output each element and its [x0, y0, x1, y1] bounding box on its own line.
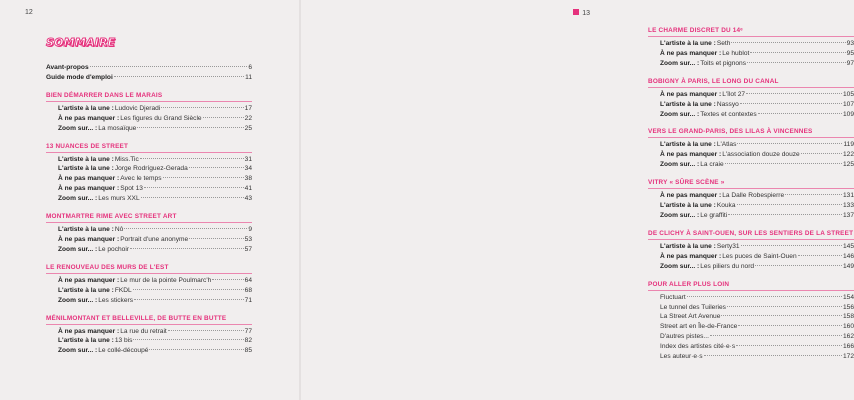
- toc-entry[interactable]: [648, 342, 854, 352]
- toc-entry[interactable]: [46, 124, 252, 134]
- left-sections: [46, 91, 252, 356]
- section-rule: [46, 324, 252, 325]
- entry-label: À ne pas manquer :: [660, 192, 722, 200]
- leader-dots: [725, 163, 842, 164]
- leader-dots: [755, 265, 842, 266]
- entry-page: 131: [842, 192, 854, 200]
- entry-title: Les murs XXL: [98, 195, 140, 203]
- entry-label: À ne pas manquer :: [660, 252, 722, 260]
- leader-dots: [144, 187, 244, 188]
- leader-dots: [203, 117, 244, 118]
- entry-title: Serty31: [716, 242, 740, 250]
- toc-entry[interactable]: [46, 296, 252, 306]
- toc-entry-avant-propos[interactable]: [46, 63, 252, 73]
- entry-title: Les puces de Saint-Ouen: [722, 252, 797, 260]
- entry-title: Textes et contextes: [700, 110, 757, 118]
- entry-label: L'artiste à la une :: [660, 202, 716, 210]
- leader-dots: [687, 296, 842, 297]
- entry-title: Les auteur·e·s: [660, 353, 703, 361]
- entry-label: Zoom sur... :: [660, 161, 700, 169]
- leader-dots: [785, 194, 842, 195]
- entry-label: L'artiste à la une :: [660, 242, 716, 250]
- entry-title: La mosaïque: [98, 124, 137, 132]
- toc-section-vitry-sure-scene: [648, 178, 854, 221]
- entry-title: La Dalle Robespierre: [722, 192, 785, 200]
- leader-dots: [189, 238, 243, 239]
- entry-page: 34: [244, 165, 252, 173]
- right-page: [300, 0, 854, 400]
- entry-page: 31: [244, 155, 252, 163]
- section-title[interactable]: VITRY « SÛRE SCÈNE »: [648, 179, 725, 187]
- page-number-left: 12: [25, 9, 33, 16]
- toc-section-menilmontant-et-belleville-de-butte-en-b: [46, 314, 252, 357]
- page-number-right-text: 13: [582, 10, 590, 17]
- entry-title: Le pochoir: [98, 245, 129, 253]
- toc-entry[interactable]: [648, 242, 854, 252]
- toc-section-bien-demarrer-dans-le-marais: [46, 91, 252, 134]
- leader-dots: [133, 339, 243, 340]
- leader-dots: [130, 248, 244, 249]
- toc-entry[interactable]: [46, 225, 252, 235]
- entry-page: 11: [245, 73, 252, 81]
- entry-label: L'artiste à la une :: [58, 286, 114, 294]
- entry-title: Le tunnel des Tuileries: [660, 303, 726, 311]
- leader-dots: [134, 299, 244, 300]
- leader-dots: [124, 228, 247, 229]
- entry-label: Zoom sur... :: [58, 347, 98, 355]
- entry-title: Le mur de la pointe Poulmarc'h: [120, 276, 212, 284]
- toc-section-le-renouveau-des-murs-de-l-est: [46, 263, 252, 306]
- entry-title: Le hublot: [722, 49, 750, 57]
- leader-dots: [737, 204, 842, 205]
- leader-dots: [149, 349, 243, 350]
- entry-page: 146: [842, 252, 854, 260]
- entry-page: 43: [244, 195, 252, 203]
- entry-label: Avant-propos: [46, 64, 89, 71]
- section-rule: [46, 222, 252, 223]
- entry-page: 17: [244, 104, 252, 112]
- entry-page: 41: [244, 185, 252, 193]
- entry-label: L'artiste à la une :: [660, 100, 716, 108]
- entry-page: 137: [842, 211, 854, 219]
- toc-entry[interactable]: [648, 303, 854, 313]
- toc-entry[interactable]: [46, 245, 252, 255]
- toc-entry[interactable]: [648, 312, 854, 322]
- leader-dots: [189, 167, 244, 168]
- entry-label: À ne pas manquer :: [660, 90, 722, 98]
- entry-label: Guide mode d'emploi: [46, 73, 113, 81]
- leader-dots: [737, 143, 842, 144]
- entry-title: Fluctuart: [660, 293, 686, 301]
- entry-title: Le collé-découpé: [98, 347, 149, 355]
- entry-label: À ne pas manquer :: [660, 151, 722, 159]
- entry-title: Jorge Rodríguez-Gerada: [114, 165, 188, 173]
- sommaire-heading: SOMMAIRE: [46, 36, 116, 49]
- entry-page: 25: [244, 124, 252, 132]
- entry-page: 68: [244, 286, 252, 294]
- section-rule: [46, 273, 252, 274]
- toc-entry[interactable]: [648, 140, 854, 150]
- entry-label: Zoom sur... :: [58, 124, 98, 132]
- leader-dots: [740, 103, 842, 104]
- entry-label: À ne pas manquer :: [58, 175, 120, 183]
- leader-dots: [746, 93, 842, 94]
- toc-entry[interactable]: [648, 59, 854, 69]
- entry-label: Zoom sur... :: [660, 211, 700, 219]
- leader-dots: [212, 279, 243, 280]
- toc-entry[interactable]: [648, 332, 854, 342]
- toc-right-column: [648, 26, 854, 370]
- toc-entry[interactable]: [46, 104, 252, 114]
- entry-title: Le graffiti: [700, 211, 728, 219]
- page-number-right: [573, 9, 590, 17]
- entry-page: 145: [842, 242, 854, 250]
- leader-dots: [741, 245, 842, 246]
- entry-page: 95: [846, 49, 854, 57]
- leader-dots: [798, 255, 842, 256]
- entry-title: Portrait d'une anonyme: [120, 235, 189, 243]
- toc-entry[interactable]: [648, 100, 854, 110]
- entry-title: Spot 13: [120, 185, 143, 193]
- leader-dots: [738, 325, 842, 326]
- front-matter: [46, 63, 252, 83]
- toc-entry[interactable]: [648, 201, 854, 211]
- toc-entry[interactable]: [648, 293, 854, 303]
- entry-title: Les figures du Grand Siècle: [120, 114, 202, 122]
- entry-label: L'artiste à la une :: [58, 155, 114, 163]
- section-title[interactable]: LE CHARME DISCRET DU 14ᵉ: [648, 27, 743, 34]
- entry-page: 93: [846, 40, 854, 47]
- leader-dots: [710, 335, 842, 336]
- toc-entry[interactable]: [46, 336, 252, 346]
- entry-label: L'artiste à la une :: [660, 141, 716, 149]
- entry-page: 172: [842, 353, 854, 361]
- toc-entry[interactable]: [648, 191, 854, 201]
- toc-section-13-nuances-de-street: [46, 142, 252, 205]
- entry-page: 125: [842, 161, 854, 169]
- entry-label: Zoom sur... :: [660, 59, 700, 67]
- entry-label: À ne pas manquer :: [58, 327, 120, 335]
- entry-page: 109: [842, 110, 854, 118]
- toc-entry[interactable]: [648, 211, 854, 221]
- entry-title: 13 bis: [114, 337, 133, 345]
- entry-title: Street art en Île-de-France: [660, 323, 738, 331]
- entry-label: À ne pas manquer :: [58, 185, 120, 193]
- leader-dots: [721, 315, 842, 316]
- entry-label: L'artiste à la une :: [58, 165, 114, 173]
- leader-dots: [704, 355, 842, 356]
- entry-label: À ne pas manquer :: [58, 276, 120, 284]
- leader-dots: [750, 52, 845, 53]
- entry-page: 156: [842, 303, 854, 311]
- right-sections: [648, 26, 854, 362]
- leader-dots: [90, 66, 248, 67]
- leader-dots: [747, 62, 846, 63]
- entry-label: À ne pas manquer :: [58, 114, 120, 122]
- entry-title: Les piliers du nord: [700, 262, 755, 270]
- entry-label: L'artiste à la une :: [58, 337, 114, 345]
- entry-title: L'Atlas: [716, 141, 737, 149]
- entry-title: D'autres pistes...: [660, 333, 709, 341]
- section-rule: [46, 152, 252, 153]
- leader-dots: [163, 177, 244, 178]
- entry-page: 57: [244, 245, 252, 253]
- entry-page: 107: [842, 100, 854, 108]
- toc-entry[interactable]: [46, 184, 252, 194]
- entry-page: 158: [842, 313, 854, 321]
- entry-label: Zoom sur... :: [660, 262, 700, 270]
- toc-entry[interactable]: [648, 150, 854, 160]
- toc-left-column: [46, 63, 252, 364]
- leader-dots: [758, 113, 842, 114]
- entry-page: 82: [244, 337, 252, 345]
- toc-section-le-charme-discret-du-14: [648, 26, 854, 69]
- entry-title: Ludovic Djeradi: [114, 104, 161, 112]
- entry-page: 97: [846, 59, 854, 67]
- entry-title: L'association douze douze: [722, 151, 800, 159]
- entry-title: La rue du retrait: [120, 327, 167, 335]
- toc-entry[interactable]: [46, 286, 252, 296]
- entry-page: 9: [248, 226, 252, 234]
- leader-dots: [168, 330, 244, 331]
- entry-page: 53: [244, 235, 252, 243]
- toc-section-bobigny-a-paris-le-long-du-canal: [648, 77, 854, 120]
- toc-entry[interactable]: [46, 164, 252, 174]
- entry-label: Zoom sur... :: [660, 110, 700, 118]
- leader-dots: [114, 76, 244, 77]
- leader-dots: [140, 158, 244, 159]
- entry-title: La craie: [700, 161, 724, 169]
- leader-dots: [137, 127, 243, 128]
- entry-title: FKDL: [114, 286, 132, 294]
- entry-page: 22: [244, 114, 252, 122]
- toc-entry[interactable]: [648, 322, 854, 332]
- entry-label: Zoom sur... :: [58, 245, 98, 253]
- entry-title: Seth: [716, 40, 731, 47]
- entry-page: 6: [248, 64, 252, 71]
- toc-entry-guide[interactable]: [46, 73, 252, 83]
- toc-entry[interactable]: [648, 49, 854, 59]
- entry-title: Nassyo: [716, 100, 739, 108]
- entry-title: Miss.Tic: [114, 155, 139, 163]
- section-title[interactable]: MÉNILMONTANT ET BELLEVILLE, DE BUTTE EN BUTTE: [46, 314, 227, 322]
- entry-title: Les stickers: [98, 296, 134, 304]
- section-title[interactable]: BIEN DÉMARRER DANS LE MARAIS: [46, 91, 163, 99]
- toc-entry[interactable]: [648, 160, 854, 170]
- leader-dots: [728, 214, 842, 215]
- entry-title: Toits et pignons: [700, 59, 747, 67]
- toc-entry[interactable]: [46, 114, 252, 124]
- entry-page: 38: [244, 175, 252, 183]
- entry-page: 122: [842, 151, 854, 159]
- entry-page: 160: [842, 323, 854, 331]
- entry-label: L'artiste à la une :: [58, 104, 114, 112]
- entry-label: À ne pas manquer :: [58, 235, 120, 243]
- toc-entry[interactable]: [648, 352, 854, 362]
- entry-page: 85: [244, 347, 252, 355]
- toc-section-de-clichy-a-saint-ouen-sur-les-sentiers-: [648, 229, 854, 272]
- toc-entry[interactable]: [46, 327, 252, 337]
- section-title[interactable]: MONTMARTRE RIME AVEC STREET ART: [46, 213, 177, 221]
- section-rule: [648, 137, 854, 138]
- toc-entry[interactable]: [648, 252, 854, 262]
- toc-entry[interactable]: [46, 174, 252, 184]
- entry-title: Nô: [114, 226, 124, 234]
- section-title[interactable]: LE RENOUVEAU DES MURS DE L'EST: [46, 263, 169, 271]
- entry-title: Index des artistes cité·e·s: [660, 343, 736, 351]
- entry-title: La Street Art Avenue: [660, 313, 721, 321]
- leader-dots: [133, 289, 244, 290]
- section-rule: [648, 87, 854, 88]
- section-rule: [46, 101, 252, 102]
- entry-label: À ne pas manquer :: [660, 49, 722, 57]
- leader-dots: [161, 107, 243, 108]
- section-title[interactable]: VERS LE GRAND-PARIS, DES LILAS À VINCENNES: [648, 128, 813, 136]
- entry-page: 162: [842, 333, 854, 341]
- entry-title: Avec le temps: [120, 175, 162, 183]
- leader-dots: [736, 345, 842, 346]
- toc-section-vers-le-grand-paris-des-lilas-a-vincenne: [648, 127, 854, 170]
- toc-entry[interactable]: [648, 110, 854, 120]
- section-rule: [648, 290, 854, 291]
- entry-page: 77: [244, 327, 252, 335]
- toc-entry[interactable]: [46, 194, 252, 204]
- entry-label: Zoom sur... :: [58, 195, 98, 203]
- section-title[interactable]: POUR ALLER PLUS LOIN: [648, 280, 730, 288]
- toc-entry[interactable]: [648, 90, 854, 100]
- entry-page: 149: [842, 262, 854, 270]
- toc-entry[interactable]: [46, 276, 252, 286]
- entry-page: 64: [244, 276, 252, 284]
- entry-page: 105: [842, 90, 854, 98]
- entry-page: 154: [842, 293, 854, 301]
- section-title[interactable]: 13 NUANCES DE STREET: [46, 142, 129, 150]
- section-rule: [648, 36, 854, 37]
- entry-page: 71: [244, 296, 252, 304]
- toc-entry[interactable]: [648, 262, 854, 272]
- section-rule: [648, 188, 854, 189]
- toc-entry[interactable]: [648, 39, 854, 49]
- toc-entry[interactable]: [46, 155, 252, 165]
- leader-dots: [731, 42, 845, 43]
- section-title[interactable]: BOBIGNY À PARIS, LE LONG DU CANAL: [648, 77, 779, 85]
- leader-dots: [801, 153, 842, 154]
- toc-section-pour-aller-plus-loin: [648, 280, 854, 362]
- entry-label: L'artiste à la une :: [660, 40, 716, 47]
- folio-square-icon: [573, 9, 579, 15]
- entry-title: Kouka: [716, 202, 736, 210]
- entry-page: 133: [842, 202, 854, 210]
- entry-label: Zoom sur... :: [58, 296, 98, 304]
- entry-page: 119: [843, 141, 854, 149]
- entry-page: 166: [842, 343, 854, 351]
- toc-section-montmartre-rime-avec-street-art: [46, 212, 252, 255]
- toc-entry[interactable]: [46, 235, 252, 245]
- leader-dots: [727, 306, 842, 307]
- entry-label: L'artiste à la une :: [58, 226, 114, 234]
- leader-dots: [141, 197, 244, 198]
- left-page: [0, 0, 300, 400]
- section-title[interactable]: DE CLICHY À SAINT-OUEN, SUR LES SENTIERS DE LA STREET: [648, 229, 854, 237]
- entry-title: L'îlot 27: [722, 90, 746, 98]
- toc-entry[interactable]: [46, 346, 252, 356]
- section-rule: [648, 239, 854, 240]
